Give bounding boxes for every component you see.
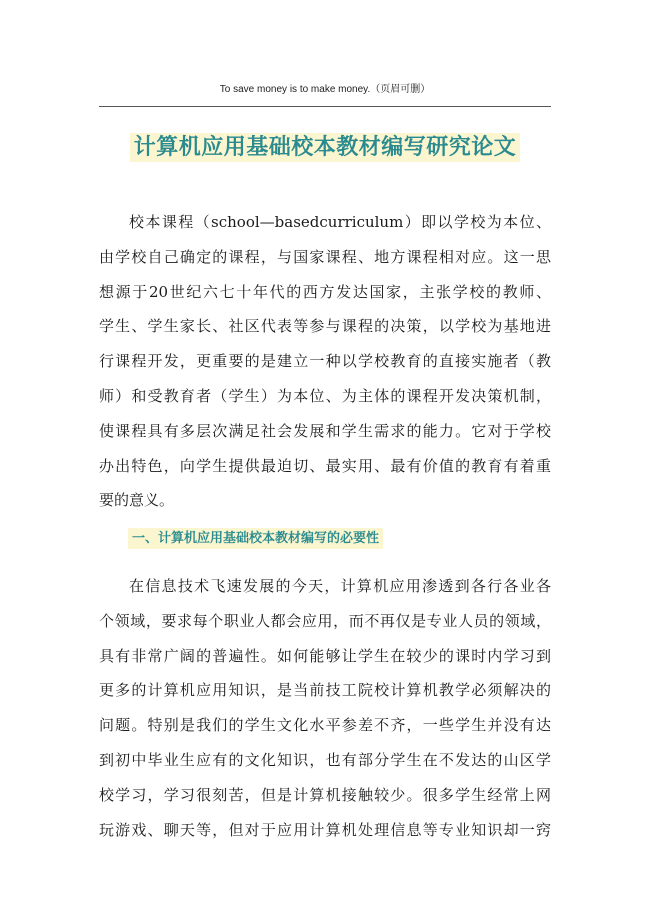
page-header: To save money is to make money.（页眉可删） [219,84,431,95]
paragraph-line: 学生、学生家长、社区代表等参与课程的决策，以学校为基地进 [99,317,551,336]
paragraph-line: 行课程开发，更重要的是建立一种以学校教育的直接实施者（教 [99,352,551,371]
document-title-text: 计算机应用基础校本教材编写研究论文 [130,133,521,162]
paragraph-line: 师）和受教育者（学生）为本位、为主体的课程开发决策机制， [99,386,551,405]
section-heading-text: 一、计算机应用基础校本教材编写的必要性 [128,528,383,549]
document-title [99,130,551,161]
header-divider [99,106,551,107]
paragraph-line: 玩游戏、聊天等，但对于应用计算机处理信息等专业知识却一窍 [99,820,551,839]
paragraph-line: 问题。特别是我们的学生文化水平参差不齐，一些学生并没有达 [99,716,551,735]
paragraph-line: 个领域，要求每个职业人都会应用，而不再仅是专业人员的领域， [99,611,551,630]
paragraph-line: 使课程具有多层次满足社会发展和学生需求的能力。它对于学校 [99,421,551,440]
paragraph-intro [99,205,551,518]
paragraph-line: 更多的计算机应用知识，是当前技工院校计算机教学必须解决的 [99,681,551,700]
paragraph-line: 要的意义。 [99,491,175,510]
paragraph-line: 由学校自己确定的课程，与国家课程、地方课程相对应。这一思 [99,247,551,266]
paragraph-line: 在信息技术飞速发展的今天，计算机应用渗透到各行各业各 [129,577,551,595]
paragraph-line: 到初中毕业生应有的文化知识，也有部分学生在不发达的山区学 [99,750,551,769]
paragraph-line: 想源于20世纪六七十年代的西方发达国家，主张学校的教师、 [99,282,551,301]
paragraph-line: 办出特色，向学生提供最迫切、最实用、最有价值的教育有着重 [99,456,551,475]
paragraph-line: 具有非常广阔的普遍性。如何能够让学生在较少的课时内学习到 [99,646,551,665]
paragraph-line: 校学习，学习很刻苦，但是计算机接触较少。很多学生经常上网 [99,785,551,804]
paragraph-section1 [99,569,551,847]
paragraph-line: 校本课程（school—basedcurriculum）即以学校为本位、 [129,213,551,231]
section-heading [128,527,383,546]
